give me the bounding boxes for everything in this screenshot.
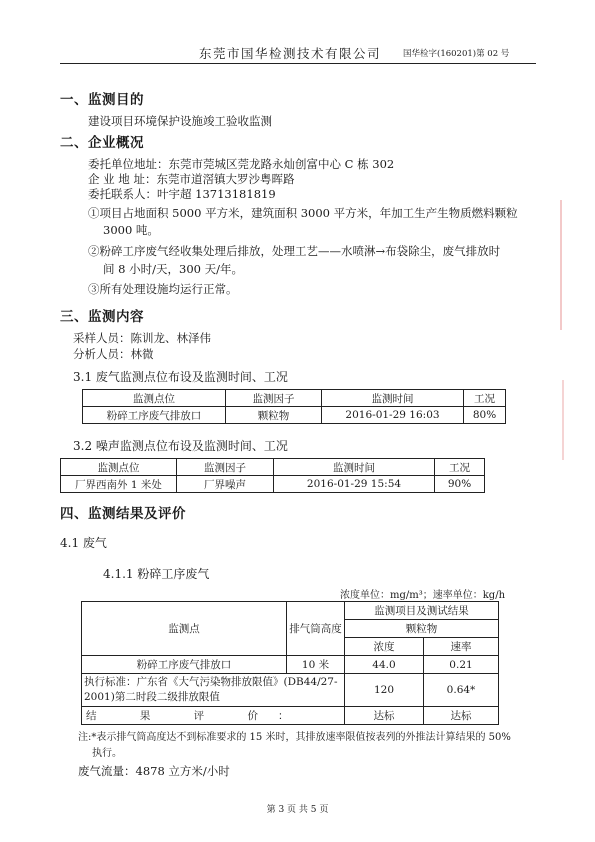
header-divider: [60, 63, 536, 64]
seal-trace-lower: [562, 380, 582, 460]
table-row: [83, 390, 506, 407]
contact-person: 委托联系人：叶宇超 13713181819: [88, 187, 276, 201]
section2-title: 二、企业概况: [60, 135, 144, 151]
table-noise-monitoring: [60, 458, 485, 493]
units-note: 浓度单位：mg/m³；速率单位：kg/h: [340, 590, 506, 601]
seal-trace-upper: [560, 200, 582, 330]
table-cell: 颗粒物: [226, 407, 322, 424]
exhaust-flow: 废气流量：4878 立方米/小时: [78, 764, 230, 778]
table-cell: 厂界西南外 1 米处: [61, 476, 177, 493]
table-cell: 2016-01-29 15:54: [274, 476, 435, 493]
section3-title: 三、监测内容: [60, 309, 144, 325]
item2-line1: ②粉碎工序废气经收集处理后排放，处理工艺——水喷淋→布袋除尘，废气排放时: [88, 244, 501, 258]
table-cell: 2016-01-29 16:03: [322, 407, 464, 424]
table-exhaust-monitoring: [82, 389, 506, 424]
table-header-cell: 颗粒物: [345, 620, 499, 638]
table-row: [61, 476, 485, 493]
evaluation-cell: 结 果 评 价：: [82, 707, 345, 725]
item1-line2: 3000 吨。: [103, 223, 159, 237]
table-header-cell: 监测点位: [61, 459, 177, 476]
table-cell: 0.21: [424, 656, 499, 674]
company-address: 企 业 地 址：东莞市道滘镇大罗沙粤晖路: [88, 172, 295, 186]
analyst: 分析人员：林微: [73, 347, 154, 361]
sampler: 采样人员：陈训龙、林泽伟: [73, 331, 211, 345]
table-cell: 粉碎工序废气排放口: [83, 407, 226, 424]
table-row: [61, 459, 485, 476]
header-company: 东莞市国华检测技术有限公司: [199, 46, 382, 61]
item1-line1: ①项目占地面积 5000 平方米，建筑面积 3000 平方米，年加工生产生物质燃料颗粒: [88, 206, 518, 220]
table-cell: 0.64*: [424, 674, 499, 707]
item3: ③所有处理设施均运行正常。: [88, 282, 238, 296]
standard-cell: 执行标准：广东省《大气污染物排放限值》(DB44/27-2001)第二时段二级排放限值: [82, 674, 345, 707]
table-row: [82, 602, 499, 620]
subsection-3-1: 3.1 废气监测点位布设及监测时间、工况: [73, 370, 288, 384]
subsection-4-1: 4.1 废气: [60, 536, 107, 550]
footnote-line2: 执行。: [92, 748, 122, 759]
table-header-cell: 监测时间: [274, 459, 435, 476]
table-header-cell: 工况: [464, 390, 506, 407]
table-header-cell: 监测时间: [322, 390, 464, 407]
table-cell: 120: [345, 674, 424, 707]
table-header-cell: 排气筒高度: [287, 602, 345, 656]
table-row: [82, 674, 499, 707]
section1-title: 一、监测目的: [60, 92, 144, 108]
table-row: [82, 656, 499, 674]
table-header-cell: 监测点: [82, 602, 287, 656]
section1-text: 建设项目环境保护设施竣工验收监测: [88, 114, 272, 128]
table-header-cell: 监测点位: [83, 390, 226, 407]
subsection-4-1-1: 4.1.1 粉碎工序废气: [103, 567, 210, 581]
section4-title: 四、监测结果及评价: [60, 506, 186, 522]
page-number: 第 3 页 共 5 页: [266, 805, 329, 815]
table-header-cell: 监测项目及测试结果: [345, 602, 499, 620]
footnote-line1: 注:*表示排气筒高度达不到标准要求的 15 米时，其排放速率限值按表列的外推法计算结果的 50%: [78, 732, 511, 743]
table-cell: 10 米: [287, 656, 345, 674]
subsection-3-2: 3.2 噪声监测点位布设及监测时间、工况: [73, 439, 288, 453]
table-cell: 90%: [435, 476, 485, 493]
table-cell: 80%: [464, 407, 506, 424]
table-cell: 达标: [424, 707, 499, 725]
table-cell: 粉碎工序废气排放口: [82, 656, 287, 674]
table-cell: 达标: [345, 707, 424, 725]
table-header-cell: 工况: [435, 459, 485, 476]
client-address: 委托单位地址：东莞市莞城区莞龙路永灿创富中心 C 栋 302: [88, 157, 395, 171]
table-cell: 厂界噪声: [177, 476, 274, 493]
table-header-cell: 监测因子: [177, 459, 274, 476]
table-exhaust-results: [81, 601, 499, 725]
table-cell: 44.0: [345, 656, 424, 674]
table-row: [82, 707, 499, 725]
report-number: 国华检字(160201)第 02 号: [403, 49, 510, 59]
table-header-cell: 速率: [424, 638, 499, 656]
table-header-cell: 监测因子: [226, 390, 322, 407]
table-row: [83, 407, 506, 424]
table-header-cell: 浓度: [345, 638, 424, 656]
item2-line2: 间 8 小时/天，300 天/年。: [103, 262, 243, 276]
